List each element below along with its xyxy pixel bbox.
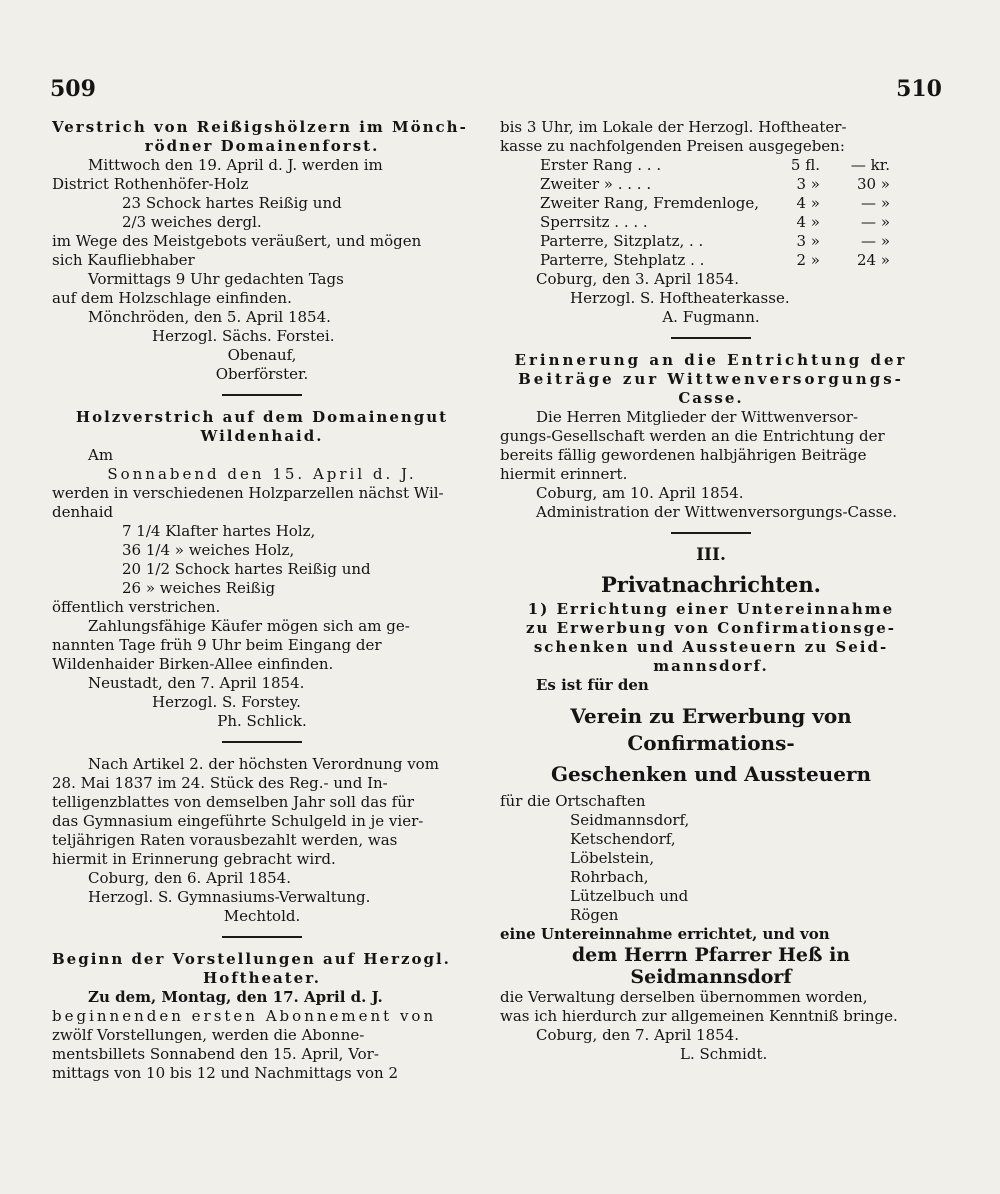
- notice-title-cont: rödner Domainenforst.: [144, 137, 380, 155]
- text-line: mentsbillets Sonnabend den 15. April, Vor-: [52, 1045, 379, 1063]
- text-line: was ich hierdurch zur allgemeinen Kenntniß bringe.: [500, 1007, 898, 1025]
- price-table: [500, 156, 922, 270]
- notice-title: 1) Errichtung einer Untereinnahme: [527, 600, 895, 618]
- price-gulden: 4 »: [796, 213, 820, 231]
- price-row: [540, 251, 922, 270]
- text-line: Zahlungsfähige Käufer mögen sich am ge-: [88, 617, 410, 635]
- pastor-name: dem Herrn Pfarrer Heß in: [571, 944, 851, 966]
- price-row: [540, 232, 922, 251]
- text-line: Zu dem, Montag, den 17. April d. J.: [88, 988, 383, 1006]
- signature-authority: Herzogl. S. Hoftheaterkasse.: [570, 289, 790, 307]
- place-name: Rohrbach,: [570, 868, 649, 886]
- association-name: Verein zu Erwerbung von Confirmations-: [570, 704, 852, 755]
- signature-name: Obenauf,: [227, 346, 297, 364]
- text-line: hiermit erinnert.: [500, 465, 628, 483]
- separator-rule: [222, 936, 302, 938]
- text-line: 26 » weiches Reißig: [122, 579, 276, 597]
- notice-title-cont: mannsdorf.: [653, 657, 769, 675]
- text-line: werden in verschiedenen Holzparzellen nächst Wil-: [52, 484, 444, 502]
- text-line: für die Ortschaften: [500, 792, 646, 810]
- text-line: 2/3 weiches dergl.: [122, 213, 262, 231]
- signature-name: Mechtold.: [223, 907, 301, 925]
- notice-title-cont: Hoftheater.: [203, 969, 321, 987]
- price-label: Zweiter » . . . .: [540, 175, 652, 193]
- text-line: im Wege des Meistgebots veräußert, und mögen: [52, 232, 422, 250]
- price-label: Parterre, Stehplatz . .: [540, 251, 705, 269]
- price-kreuzer: 30 »: [856, 175, 890, 193]
- price-label: Sperrsitz . . . .: [540, 213, 648, 231]
- right-column: [500, 118, 922, 1064]
- price-label: Zweiter Rang, Fremdenloge,: [540, 194, 760, 212]
- separator-rule: [222, 741, 302, 743]
- text-line: nannten Tage früh 9 Uhr beim Eingang der: [52, 636, 382, 654]
- price-row: [540, 175, 922, 194]
- text-line: beginnenden ersten Abonnement von: [52, 1007, 437, 1025]
- date-line: Coburg, den 6. April 1854.: [88, 869, 291, 887]
- text-line: die Verwaltung derselben übernommen worden,: [500, 988, 868, 1006]
- text-line: Es ist für den: [536, 676, 649, 694]
- price-gulden: 3 »: [796, 232, 820, 250]
- notice-holz-wildenhaid: [52, 408, 472, 731]
- text-line: Mittwoch den 19. April d. J. werden im: [88, 156, 383, 174]
- text-line: 23 Schock hartes Reißig und: [122, 194, 342, 212]
- price-label: Parterre, Sitzplatz, . .: [540, 232, 704, 250]
- text-line: das Gymnasium eingeführte Schulgeld in je vier-: [52, 812, 424, 830]
- price-row: [540, 156, 922, 175]
- price-kreuzer: — kr.: [850, 156, 890, 174]
- signature-authority: Herzogl. Sächs. Forstei.: [152, 327, 335, 345]
- place-name: Ketschendorf,: [570, 830, 676, 848]
- price-row: [540, 213, 922, 232]
- place-name: Seidmannsdorf,: [570, 811, 690, 829]
- text-line: mittags von 10 bis 12 und Nachmittags von 2: [52, 1064, 398, 1082]
- notice-reisig-moenchroeden: [52, 118, 472, 384]
- notice-hoftheater-cont: [500, 118, 922, 327]
- price-gulden: 3 »: [796, 175, 820, 193]
- separator-rule: [671, 532, 751, 534]
- notice-title-cont: zu Erwerbung von Confirmationsge-: [526, 619, 896, 637]
- text-line: bereits fällig gewordenen halbjährigen Beiträge: [500, 446, 867, 464]
- text-line: auf dem Holzschlage einfinden.: [52, 289, 292, 307]
- signature-name: A. Fugmann.: [662, 308, 760, 326]
- section-heading: Privatnachrichten.: [600, 572, 821, 597]
- text-line: eine Untereinnahme errichtet, und von: [500, 925, 830, 943]
- price-kreuzer: — »: [861, 194, 890, 212]
- section-number: III.: [696, 545, 726, 565]
- text-line: 20 1/2 Schock hartes Reißig und: [122, 560, 371, 578]
- notice-title: Erinnerung an die Entrichtung der: [514, 351, 908, 369]
- price-kreuzer: 24 »: [856, 251, 890, 269]
- section-privatnachrichten: [500, 546, 922, 1064]
- date-line: Coburg, den 3. April 1854.: [536, 270, 739, 288]
- notice-title: Verstrich von Reißigshölzern im Mönch-: [52, 118, 468, 136]
- left-column: [52, 118, 472, 1083]
- text-line: denhaid: [52, 503, 114, 521]
- text-line: Nach Artikel 2. der höchsten Verordnung vom: [88, 755, 439, 773]
- text-line: hiermit in Erinnerung gebracht wird.: [52, 850, 336, 868]
- text-line: Die Herren Mitglieder der Wittwenversor-: [536, 408, 859, 426]
- date-line: Mönchröden, den 5. April 1854.: [88, 308, 331, 326]
- signature-authority: Administration der Wittwenversorgungs-Casse.: [536, 503, 898, 521]
- separator-rule: [671, 337, 751, 339]
- notice-title-cont: Beiträge zur Wittwenversorgungs-: [518, 370, 904, 388]
- date-line: Coburg, den 7. April 1854.: [536, 1026, 739, 1044]
- text-line: 28. Mai 1837 im 24. Stück des Reg.- und In-: [52, 774, 388, 792]
- text-line: telligenzblattes von demselben Jahr soll das für: [52, 793, 415, 811]
- page-number-left: 509: [50, 76, 96, 102]
- text-line: gungs-Gesellschaft werden an die Entrichtung der: [500, 427, 885, 445]
- text-line: teljährigen Raten vorausbezahlt werden, was: [52, 831, 398, 849]
- notice-wittwenkasse: [500, 351, 922, 522]
- signature-title: Oberförster.: [215, 365, 309, 383]
- text-line: sich Kaufliebhaber: [52, 251, 195, 269]
- notice-title: Holzverstrich auf dem Domainengut: [75, 408, 449, 426]
- text-line: 36 1/4 » weiches Holz,: [122, 541, 295, 559]
- pastor-place: Seidmannsdorf: [630, 966, 792, 988]
- notice-title-cont: Casse.: [678, 389, 744, 407]
- notice-title-cont: schenken und Aussteuern zu Seid-: [533, 638, 889, 656]
- text-line: District Rothenhöfer-Holz: [52, 175, 249, 193]
- association-name-cont: Geschenken und Aussteuern: [550, 762, 872, 786]
- place-name: Rögen: [570, 906, 619, 924]
- text-line: öffentlich verstrichen.: [52, 598, 221, 616]
- notice-hoftheater: [52, 950, 472, 1083]
- price-kreuzer: — »: [861, 213, 890, 231]
- place-name: Löbelstein,: [570, 849, 655, 867]
- text-line: Vormittags 9 Uhr gedachten Tags: [88, 270, 344, 288]
- separator-rule: [222, 394, 302, 396]
- price-label: Erster Rang . . .: [540, 156, 662, 174]
- text-line: Sonnabend den 15. April d. J.: [107, 465, 417, 483]
- text-line: kasse zu nachfolgenden Preisen ausgegeben:: [500, 137, 845, 155]
- place-name: Lützelbuch und: [570, 887, 689, 905]
- price-gulden: 2 »: [796, 251, 820, 269]
- price-gulden: 4 »: [796, 194, 820, 212]
- notice-gymnasium-schulgeld: [52, 755, 472, 926]
- page-number-right: 510: [896, 76, 942, 102]
- notice-title: Beginn der Vorstellungen auf Herzogl.: [52, 950, 451, 968]
- date-line: Coburg, am 10. April 1854.: [536, 484, 744, 502]
- signature-name: Ph. Schlick.: [217, 712, 307, 730]
- text-line: zwölf Vorstellungen, werden die Abonne-: [52, 1026, 365, 1044]
- price-gulden: 5 fl.: [790, 156, 820, 174]
- date-line: Neustadt, den 7. April 1854.: [88, 674, 305, 692]
- price-row: [540, 194, 922, 213]
- price-kreuzer: — »: [861, 232, 890, 250]
- signature-name: L. Schmidt.: [680, 1045, 768, 1063]
- text-line: Am: [88, 446, 114, 464]
- notice-title-cont: Wildenhaid.: [200, 427, 324, 445]
- text-line: 7 1/4 Klafter hartes Holz,: [122, 522, 316, 540]
- text-line: Wildenhaider Birken-Allee einfinden.: [52, 655, 334, 673]
- text-line: bis 3 Uhr, im Lokale der Herzogl. Hoftheater-: [500, 118, 847, 136]
- signature-authority: Herzogl. S. Forstey.: [152, 693, 301, 711]
- signature-authority: Herzogl. S. Gymnasiums-Verwaltung.: [88, 888, 371, 906]
